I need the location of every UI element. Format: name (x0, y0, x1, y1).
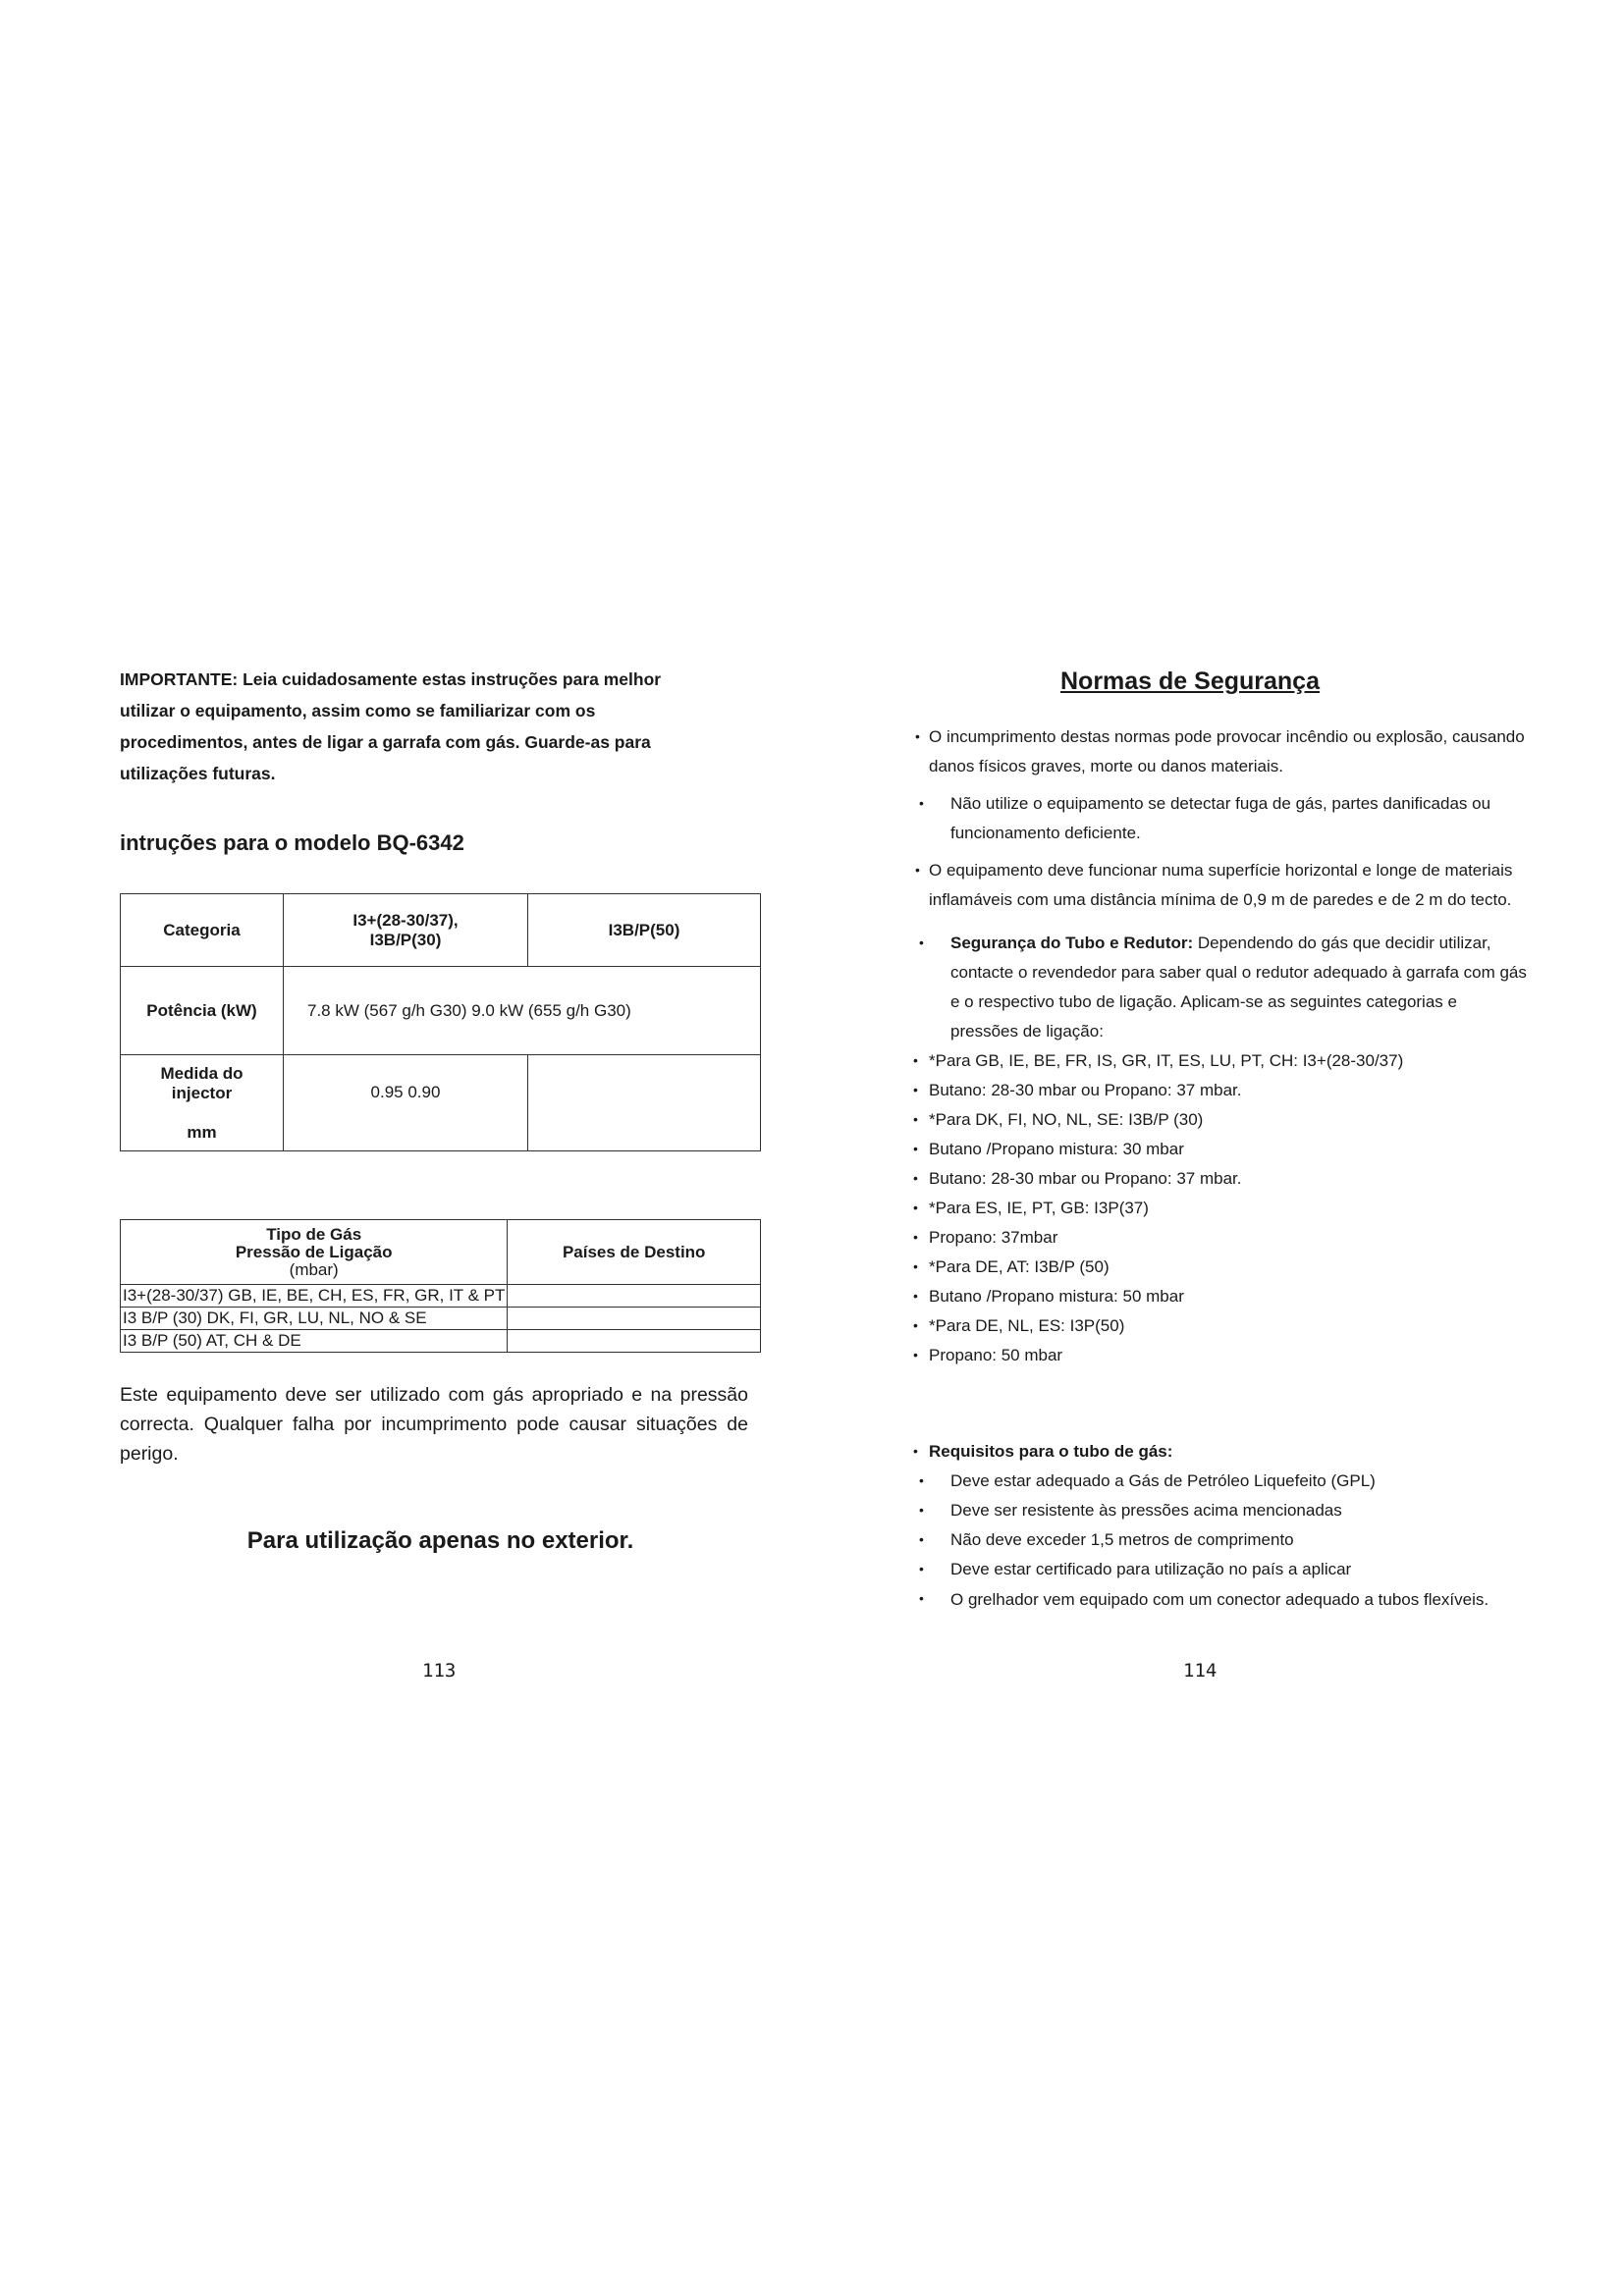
requirements-title: Requisitos para o tubo de gás: (929, 1442, 1173, 1461)
gas-row-2-text: I3 B/P (30) DK, FI, GR, LU, NL, NO & SE (123, 1308, 427, 1327)
list-item (913, 1194, 1527, 1223)
list-item (913, 1253, 1527, 1282)
warning-paragraph: Este equipamento deve ser utilizado com gás apropriado e na pressão correcta. Qualquer falha por incumprimento pode causar situações de perigo. (120, 1384, 748, 1465)
tube-bullet-text: Dependendo do gás que decidir utilizar, contacte o revendedor para saber qual o redutor adequado à garrafa com gás e o respectivo tubo de ligação. Aplicam-se as seguintes categorias e pressões de ligação: (950, 934, 1527, 1041)
page-number-left: 113 (422, 1660, 457, 1682)
bullet-icon: • (915, 862, 920, 878)
country-bullet: *Para DE, NL, ES: I3P(50) (929, 1316, 1125, 1335)
bullet-icon: • (919, 1561, 924, 1576)
country-bullet: Butano: 28-30 mbar ou Propano: 37 mbar. (929, 1081, 1242, 1099)
spec-header-col1-line1: I3+(28-30/37), (352, 910, 459, 930)
spec-power-label: Potência (kW) (121, 967, 284, 1055)
requirement-item: Não deve exceder 1,5 metros de comprimento (950, 1530, 1294, 1549)
spec-injector-label (121, 1055, 284, 1151)
list-item (913, 1584, 1527, 1613)
spec-header-col2: I3B/P(50) (528, 894, 761, 967)
outdoor-notice: Para utilização apenas no exterior. (246, 1527, 634, 1554)
requirement-item: Deve estar certificado para utilização no país a aplicar (950, 1560, 1352, 1578)
bullet-icon: • (913, 1200, 918, 1215)
bullet-icon: • (913, 1317, 918, 1333)
country-bullet: *Para DE, AT: I3B/P (50) (929, 1257, 1110, 1276)
spec-header-col1-line2: I3B/P(30) (369, 930, 442, 949)
gas-row-2-col2 (508, 1308, 761, 1330)
list-item (913, 929, 1527, 1046)
gas-row-1-col1 (121, 1285, 508, 1308)
safety-bullet-1 (913, 722, 1527, 781)
tube-bullet-bold: Segurança do Tubo e Redutor: (950, 934, 1194, 952)
spec-injector-label-text: Medida do injector (160, 1063, 244, 1102)
spec-category-label: Categoria (121, 894, 284, 967)
requirement-item: O grelhador vem equipado com um conector adequado a tubos flexíveis. (950, 1590, 1489, 1609)
left-page (120, 664, 768, 1682)
country-bullet: *Para ES, IE, PT, GB: I3P(37) (929, 1199, 1149, 1217)
list-item (913, 1105, 1527, 1135)
tube-bullet (913, 929, 1527, 1046)
list-item (913, 1341, 1527, 1370)
requirement-item: Deve estar adequado a Gás de Petróleo Liquefeito (GPL) (950, 1471, 1376, 1490)
safety-title: Normas de Segurança (1060, 667, 1320, 695)
bullet-icon: • (919, 1531, 924, 1547)
safety-bullet-1-text: O incumprimento destas normas pode provocar incêndio ou explosão, causando danos físicos graves, morte ou danos materiais. (929, 727, 1525, 775)
list-item (913, 856, 1527, 915)
list-item (913, 1525, 1527, 1555)
bullet-icon: • (913, 1052, 918, 1068)
list-item (913, 1496, 1527, 1525)
list-item (913, 1555, 1527, 1584)
bullet-icon: • (919, 1590, 924, 1606)
gas-row-3-text: I3 B/P (50) AT, CH & DE (123, 1331, 301, 1350)
country-bullet: Butano: 28-30 mbar ou Propano: 37 mbar. (929, 1169, 1242, 1188)
safety-bullet-3: O equipamento deve funcionar numa superfície horizontal e longe de materiais inflamáveis com uma distância mínima de 0,9 m de paredes e de 2 m do tecto. (929, 861, 1513, 909)
gas-row-1-col2 (508, 1285, 761, 1308)
page-number-right: 114 (1183, 1660, 1218, 1682)
spec-power-text: 7.8 kW (567 g/h G30) 9.0 kW (655 g/h G30) (307, 1000, 631, 1020)
gas-row-3-col1 (121, 1330, 508, 1353)
safety-list (913, 722, 1527, 1370)
gas-header-row (121, 1220, 761, 1285)
spec-header-col1 (284, 894, 528, 967)
gas-row-2-col1 (121, 1308, 508, 1330)
gas-row (121, 1285, 761, 1308)
list-item (913, 1282, 1527, 1311)
bullet-icon: • (919, 795, 924, 811)
country-bullet: Butano /Propano mistura: 50 mbar (929, 1287, 1184, 1306)
spec-injector-value: 0.95 0.90 (284, 1055, 528, 1151)
spec-power-value (284, 967, 761, 1055)
important-notice: IMPORTANTE: Leia cuidadosamente estas instruções para melhor utilizar o equipamento, assim como se familiarizar com os procedimentos, antes de ligar a garrafa com gás. Guarde-as para utilizações futuras. (120, 669, 662, 783)
bullet-icon: • (913, 1141, 918, 1156)
bullet-icon: • (913, 1229, 918, 1245)
requirement-item: Deve ser resistente às pressões acima mencionadas (950, 1501, 1342, 1520)
list-item (913, 1311, 1527, 1341)
bullet-icon: • (913, 1082, 918, 1097)
country-bullet: Propano: 37mbar (929, 1228, 1058, 1247)
country-bullet: Butano /Propano mistura: 30 mbar (929, 1140, 1184, 1158)
list-item (913, 1076, 1527, 1105)
gas-header-col1 (121, 1220, 508, 1285)
list-item (913, 1223, 1527, 1253)
gas-header-col2: Países de Destino (508, 1220, 761, 1285)
spec-header-row (121, 894, 761, 967)
spec-injector-row (121, 1055, 761, 1151)
list-item (913, 789, 1527, 848)
bullet-icon: • (919, 1472, 924, 1488)
spec-injector-unit: mm (187, 1122, 217, 1142)
model-heading: intruções para o modelo BQ-6342 (120, 830, 464, 855)
bullet-icon: • (913, 1288, 918, 1304)
bullet-icon: • (913, 1443, 918, 1459)
country-bullet: *Para DK, FI, NO, NL, SE: I3B/P (30) (929, 1110, 1204, 1129)
gas-header-col1-line1: Tipo de Gás (266, 1224, 362, 1244)
bullet-icon: • (913, 1347, 918, 1362)
spec-table (120, 893, 761, 1151)
bullet-icon: • (913, 1258, 918, 1274)
country-bullet: Propano: 50 mbar (929, 1346, 1063, 1364)
bullet-icon: • (913, 1111, 918, 1127)
list-item (913, 1046, 1527, 1076)
gas-row (121, 1308, 761, 1330)
list-item (913, 722, 1527, 781)
safety-bullet-2: Não utilize o equipamento se detectar fuga de gás, partes danificadas ou funcionamento deficiente. (950, 794, 1491, 842)
requirements-list (913, 1437, 1527, 1613)
bullet-icon: • (919, 934, 924, 950)
list-item (913, 1437, 1527, 1467)
gas-header-col1-line3: (mbar) (289, 1259, 339, 1279)
bullet-icon: • (919, 1502, 924, 1518)
gas-table (120, 1219, 761, 1353)
gas-row-3-col2 (508, 1330, 761, 1353)
gas-row-1-text: I3+(28-30/37) GB, IE, BE, CH, ES, FR, GR, IT & PT (123, 1286, 506, 1305)
gas-header-col1-line2: Pressão de Ligação (235, 1242, 393, 1261)
list-item (913, 1135, 1527, 1164)
gas-row (121, 1330, 761, 1353)
spec-injector-empty (528, 1055, 761, 1151)
bullet-icon: • (915, 728, 920, 744)
list-item (913, 1467, 1527, 1496)
bullet-icon: • (913, 1170, 918, 1186)
country-bullet: *Para GB, IE, BE, FR, IS, GR, IT, ES, LU, PT, CH: I3+(28-30/37) (929, 1051, 1404, 1070)
list-item (913, 1164, 1527, 1194)
spec-power-row (121, 967, 761, 1055)
